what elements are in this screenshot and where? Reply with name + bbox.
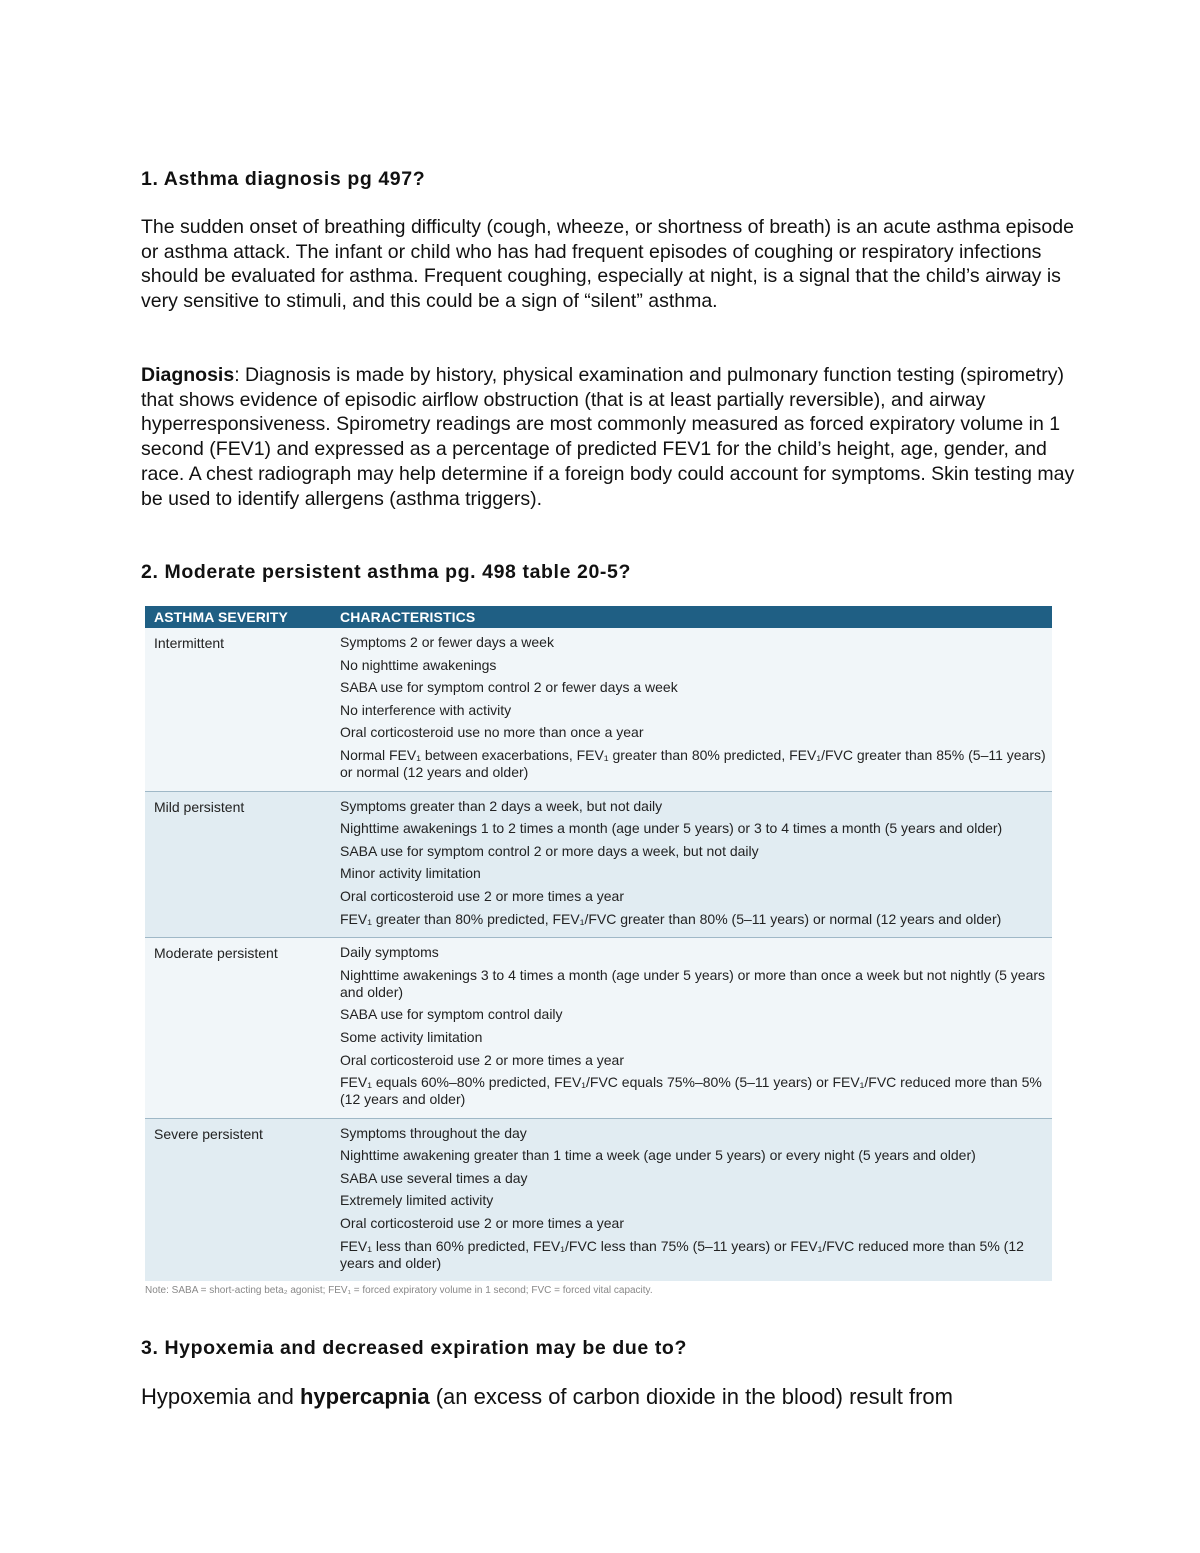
characteristic-line: No nighttime awakenings [340, 656, 497, 673]
characteristic-line: Normal FEV₁ between exacerbations, FEV₁ greater than 80% predicted, FEV₁/FVC greater than 85% (5–11 years) or normal (12 years and older) [340, 746, 1050, 780]
characteristic-line: Daily symptoms [340, 944, 439, 961]
asthma-severity-table [145, 606, 1052, 1296]
characteristic-line: Nighttime awakenings 1 to 2 times a month (age under 5 years) or 3 to 4 times a month (5 years and older) [340, 820, 1003, 837]
question-3-title: 3. Hypoxemia and decreased expiration may be due to? [141, 1337, 687, 1359]
diagnosis-paragraph [141, 363, 1081, 511]
table-row [145, 1118, 1052, 1282]
characteristic-line: SABA use for symptom control 2 or fewer days a week [340, 679, 678, 696]
characteristic-line: Oral corticosteroid use 2 or more times a year [340, 1215, 624, 1232]
characteristic-line: Extremely limited activity [340, 1192, 494, 1209]
table-row [145, 937, 1052, 1118]
characteristics-cell [338, 792, 1052, 938]
characteristic-line: FEV₁ greater than 80% predicted, FEV₁/FVC greater than 80% (5–11 years) or normal (12 years and older) [340, 910, 1002, 927]
question-1-title: 1. Asthma diagnosis pg 497? [141, 168, 426, 190]
characteristics-cell [338, 1119, 1052, 1282]
characteristic-line: SABA use for symptom control 2 or more days a week, but not daily [340, 842, 759, 859]
q3-text-after: (an excess of carbon dioxide in the blood) result from [429, 1384, 953, 1409]
characteristic-line: Symptoms greater than 2 days a week, but not daily [340, 797, 663, 814]
header-characteristics: CHARACTERISTICS [340, 609, 476, 625]
characteristic-line: FEV₁ equals 60%–80% predicted, FEV₁/FVC equals 75%–80% (5–11 years) or FEV₁/FVC reduced more than 5% (12 years and older) [340, 1074, 1046, 1108]
table-header [145, 606, 1052, 628]
characteristic-line: Nighttime awakenings 3 to 4 times a month (age under 5 years) or more than once a week but not nightly (5 years and older) [340, 966, 1049, 1000]
characteristic-line: Nighttime awakening greater than 1 time a week (age under 5 years) or every night (5 years and older) [340, 1147, 976, 1164]
severity-cell: Intermittent [154, 635, 225, 651]
characteristics-cell [338, 938, 1052, 1118]
header-severity: ASTHMA SEVERITY [154, 609, 288, 625]
question-1-paragraph: The sudden onset of breathing difficulty (cough, wheeze, or shortness of breath) is an acute asthma episode or asthma attack. The infant or child who has had frequent episodes of coughing or respiratory infections should be evaluated for asthma. Frequent coughing, especially at night, is a signal that the child’s airway is very sensitive to stimuli, and this could be a sign of “silent” asthma. [141, 216, 1074, 313]
characteristic-line: FEV₁ less than 60% predicted, FEV₁/FVC less than 75% (5–11 years) or FEV₁/FVC reduced more than 5% (12 years and older) [340, 1237, 1028, 1271]
characteristic-line: SABA use for symptom control daily [340, 1006, 563, 1023]
characteristic-line: Some activity limitation [340, 1028, 483, 1045]
q3-text-before: Hypoxemia and [141, 1384, 300, 1409]
characteristic-line: SABA use several times a day [340, 1169, 528, 1186]
table-row [145, 628, 1052, 791]
question-2-title: 2. Moderate persistent asthma pg. 498 table 20-5? [141, 561, 631, 583]
characteristic-line: Oral corticosteroid use 2 or more times a year [340, 1051, 624, 1068]
characteristic-line: Symptoms throughout the day [340, 1124, 527, 1141]
question-3-paragraph [141, 1384, 953, 1410]
severity-cell: Moderate persistent [154, 945, 278, 962]
characteristic-line: Symptoms 2 or fewer days a week [340, 634, 554, 650]
characteristic-line: Minor activity limitation [340, 865, 481, 882]
diagnosis-label: Diagnosis [141, 364, 235, 386]
table-note: Note: SABA = short-acting beta₂ agonist; FEV₁ = forced expiratory volume in 1 second; FVC = forced vital capacity. [145, 1285, 653, 1297]
diagnosis-text: : Diagnosis is made by history, physical examination and pulmonary function testing (spirometry) that shows evidence of episodic airflow obstruction (that is at least partially reversible), and airway hyperresponsiveness. Spirometry readings are most commonly measured as forced expiratory volume in 1 second (FEV1) and expressed as a percentage of predicted FEV1 for the child’s height, age, gender, and race. A chest radiograph may help determine if a foreign body could account for symptoms. Skin testing may be used to identify allergens (asthma triggers). [141, 364, 1075, 510]
severity-cell: Mild persistent [154, 798, 245, 815]
severity-cell: Severe persistent [154, 1125, 263, 1142]
table-row [145, 791, 1052, 938]
hypercapnia-term: hypercapnia [299, 1384, 430, 1409]
characteristic-line: No interference with activity [340, 701, 512, 718]
characteristic-line: Oral corticosteroid use 2 or more times a year [340, 887, 624, 904]
characteristics-cell [338, 628, 1052, 791]
characteristic-line: Oral corticosteroid use no more than once a year [340, 724, 644, 741]
